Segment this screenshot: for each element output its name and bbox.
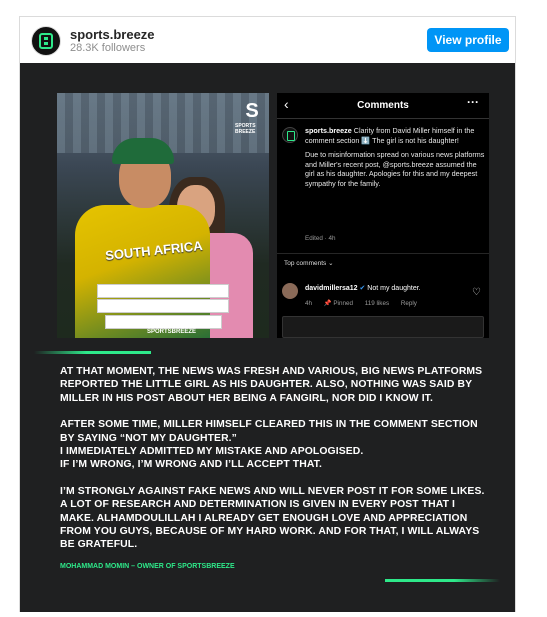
heart-icon: ♡ <box>472 287 481 298</box>
brand-logo: S <box>245 100 259 122</box>
profile-avatar[interactable] <box>31 26 61 56</box>
accent-line <box>385 579 500 582</box>
pinned-label: 📌 Pinned <box>323 300 353 307</box>
paragraph-2c: IF I’M WRONG, I’M WRONG AND I’LL ACCEPT THAT. <box>60 459 322 471</box>
redacted-box <box>97 284 229 298</box>
redacted-box <box>105 315 222 329</box>
reply-avatar <box>282 283 298 299</box>
back-arrow-icon: ‹ <box>284 96 289 112</box>
photo-panel <box>57 93 269 338</box>
followers-count: 28.3K followers <box>70 42 146 54</box>
comment-edited-label: Edited · 4h <box>305 235 336 242</box>
reply-text: Not my daughter. <box>365 285 421 292</box>
post-header <box>20 17 515 63</box>
reply-comment <box>305 284 421 292</box>
redacted-box <box>97 299 229 313</box>
paragraph-1: AT THAT MOMENT, THE NEWS WAS FRESH AND VARIOUS, BIG NEWS PLATFORMS REPORTED THE LITTLE GIRL AS HIS DAUGHTER. ALSO, NOTHING WAS SAID BY MILLER IN HIS POST ABOUT HER BEING A FANGIRL, NOR DID I KNOW IT. <box>60 366 483 404</box>
post-image[interactable] <box>20 63 515 612</box>
reply-username: davidmillersa12 <box>305 285 358 292</box>
accent-line <box>34 351 151 354</box>
top-comments-label: Top comments ⌄ <box>284 260 334 267</box>
instagram-embed-card <box>19 16 516 612</box>
username-link[interactable]: sports.breeze <box>70 27 155 42</box>
reply-likes: 119 likes <box>364 300 390 307</box>
post-body-text <box>60 365 490 565</box>
paragraph-2b: I IMMEDIATELY ADMITTED MY MISTAKE AND APOLOGISED. <box>60 446 364 458</box>
reply-meta <box>305 299 427 307</box>
signature: MOHAMMAD MOMIN – OWNER OF SPORTSBREEZE <box>60 563 235 570</box>
comment-author: sports.breeze <box>305 126 352 135</box>
caption-comment <box>305 126 485 193</box>
view-profile-button[interactable]: View profile <box>427 28 509 52</box>
comment-text-2: Due to misinformation spread on various news platforms and Miller's recent post, @sports.breeze assumed the girl as his daughter. Apologies for this and my deepest sympathy for the family. <box>305 150 485 188</box>
paragraph-3: I’M STRONGLY AGAINST FAKE NEWS AND WILL NEVER POST IT FOR SOME LIKES. A LOT OF RESEARCH AND DETERMINATION IS GIVEN IN EVERY POST THAT I MAKE. ALHAMDOULILLAH I ALREADY GET ENOUGH LOVE AND APPRECIATION FROM YOU GUYS, BECAUSE OF MY HARD WORK. AND FOR THAT, I WILL ALWAYS BE GRATEFUL. <box>60 485 485 551</box>
paragraph-2a: AFTER SOME TIME, MILLER HIMSELF CLEARED THIS IN THE COMMENT SECTION BY SAYING “NOT MY DAUGHTER.” <box>60 419 478 444</box>
brand-logo-caption: SPORTS BREEZE <box>235 123 256 135</box>
brand-watermark: SPORTSBREEZE <box>147 329 197 335</box>
verified-icon: ✔ <box>359 285 366 292</box>
reply-action: Reply <box>400 300 417 307</box>
reply-time: 4h <box>305 300 313 307</box>
comment-author-avatar <box>282 127 298 143</box>
comment-text: Clarity from David Miller himself in the comment section ⬇️ The girl is not his daughter! <box>305 126 475 145</box>
comments-title: Comments <box>357 100 409 111</box>
comments-screenshot <box>277 93 489 338</box>
more-options-icon: ··· <box>467 95 479 109</box>
comment-input-box <box>282 316 484 338</box>
shirt-text: SOUTH AFRICA <box>104 237 204 264</box>
